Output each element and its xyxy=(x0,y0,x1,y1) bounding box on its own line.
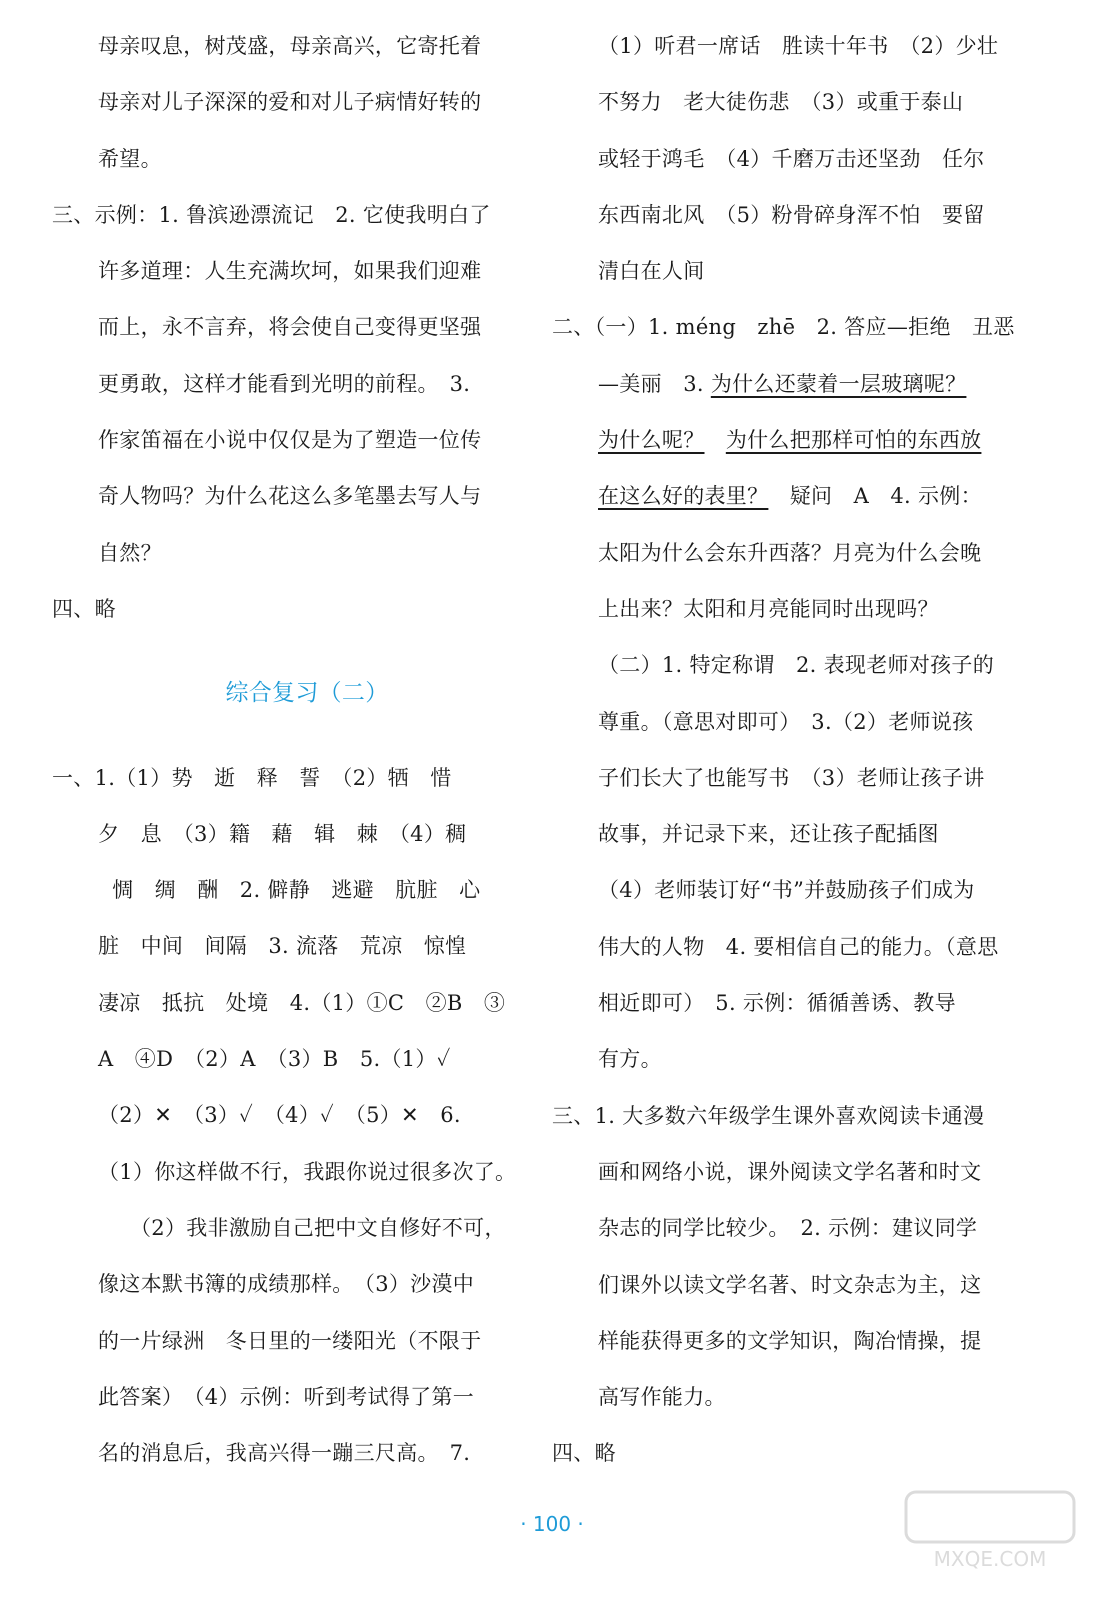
watermark-logo xyxy=(900,1486,1080,1576)
underlined-answer: 在这么好的表里？ xyxy=(598,484,769,509)
text-span: —美丽 3. xyxy=(598,371,711,396)
text-line: 夕 息 （3）籍 藉 辑 棘 （4）稠 xyxy=(98,821,467,846)
section-heading: 四、略 xyxy=(52,596,116,621)
text-line: （2）✕ （3）✓ （4）✓ （5）✕ 6. xyxy=(98,1103,461,1128)
section-heading: 三、示例：1. 鲁滨逊漂流记 2. 它使我明白了 xyxy=(52,202,491,227)
text-line: 凄凉 抵抗 处境 4.（1）①C ②B ③ xyxy=(98,990,506,1015)
text-line: 名的消息后，我高兴得一蹦三尺高。 7. xyxy=(98,1441,471,1466)
text-line: 作家笛福在小说中仅仅是为了塑造一位传 xyxy=(98,428,482,453)
text-line xyxy=(562,356,1048,412)
text-line: 高写作能力。 xyxy=(598,1385,726,1410)
text-line: （1）听君一席话 胜读十年书 （2）少壮 xyxy=(598,34,999,58)
text-line: 有方。 xyxy=(598,1047,662,1072)
text-line: 自然？ xyxy=(98,540,162,565)
watermark-text: MXQE.COM xyxy=(933,1547,1047,1571)
text-line: 此答案） （4）示例：听到考试得了第一 xyxy=(98,1384,475,1409)
right-column xyxy=(552,18,1048,1482)
text-line: A ④D （2）A （3）B 5.（1）✓ xyxy=(98,1047,451,1072)
text-line: （1）你这样做不行，我跟你说过很多次了。 xyxy=(98,1159,517,1184)
text-line: 脏 中间 间隔 3. 流落 荒凉 惊惶 xyxy=(98,934,467,959)
text-line: 惆 绸 酬 2. 僻静 逃避 肮脏 心 xyxy=(112,878,481,903)
section-heading: 三、1. 大多数六年级学生课外喜欢阅读卡通漫 xyxy=(552,1103,985,1128)
text-line: （二）1. 特定称谓 2. 表现老师对孩子的 xyxy=(598,653,995,678)
text-line: 太阳为什么会东升西落？月亮为什么会晚 xyxy=(598,540,982,565)
section-heading: 一、1.（1）势 逝 释 誓 （2）牺 惜 xyxy=(52,765,452,790)
text-line: 清白在人间 xyxy=(598,259,705,284)
underlined-answer: 为什么呢？ xyxy=(598,428,705,453)
text-line: 更勇敢，这样才能看到光明的前程。 3. xyxy=(98,371,471,396)
text-line: （2）我非激励自己把中文自修好不可， xyxy=(130,1215,506,1240)
text-line xyxy=(562,412,1048,468)
text-line: 故事，并记录下来，还让孩子配插图 xyxy=(598,822,939,847)
text-line: 母亲叹息，树茂盛，母亲高兴，它寄托着 xyxy=(98,34,482,58)
text-line: 或轻于鸿毛 （4）千磨万击还坚劲 任尔 xyxy=(598,146,985,171)
text-span: 疑问 A 4. 示例： xyxy=(768,484,982,509)
text-line: 尊重。（意思对即可） 3.（2）老师说孩 xyxy=(598,709,974,734)
text-line xyxy=(562,468,1048,524)
text-line: 样能获得更多的文学知识，陶冶情操，提 xyxy=(598,1328,982,1353)
text-line: 上出来？太阳和月亮能同时出现吗？ xyxy=(598,596,939,621)
text-line: 们课外以读文学名著、时文杂志为主，这 xyxy=(598,1272,982,1297)
text-line: 而上，永不言弃，将会使自己变得更坚强 xyxy=(98,315,482,340)
section-heading: 四、略 xyxy=(552,1441,616,1466)
text-line: 母亲对儿子深深的爱和对儿子病情好转的 xyxy=(98,90,482,115)
text-line: 像这本默书簿的成绩那样。 （3）沙漠中 xyxy=(98,1272,475,1297)
section-heading: 二、（一）1. méng zhē 2. 答应—拒绝 丑恶 xyxy=(552,315,1015,340)
left-column xyxy=(52,18,522,1481)
underlined-answer: 为什么把那样可怕的东西放 xyxy=(725,428,982,453)
text-line: 画和网络小说，课外阅读文学名著和时文 xyxy=(598,1159,982,1184)
text-line: 东西南北风 （5）粉骨碎身浑不怕 要留 xyxy=(598,202,985,227)
text-line: （4）老师装订好“书”并鼓励孩子们成为 xyxy=(598,878,975,903)
text-line: 相近即可） 5. 示例：循循善诱、教导 xyxy=(598,991,956,1016)
text-line: 杂志的同学比较少。 2. 示例：建议同学 xyxy=(598,1216,978,1241)
text-line: 希望。 xyxy=(98,146,162,171)
text-line: 奇人物吗？为什么花这么多笔墨去写人与 xyxy=(98,484,482,509)
text-line: 许多道理：人生充满坎坷，如果我们迎难 xyxy=(98,259,482,284)
text-line: 伟大的人物 4. 要相信自己的能力。（意思 xyxy=(598,934,999,959)
text-line: 的一片绿洲 冬日里的一缕阳光（不限于 xyxy=(98,1328,482,1353)
page-number: · 100 · xyxy=(520,1512,584,1536)
underlined-answer: 为什么还蒙着一层玻璃呢？ xyxy=(710,371,967,396)
text-line: 不努力 老大徒伤悲 （3）或重于泰山 xyxy=(598,90,964,115)
text-line: 子们长大了也能写书 （3）老师让孩子讲 xyxy=(598,765,985,790)
section-title: 综合复习（二） xyxy=(225,680,389,707)
